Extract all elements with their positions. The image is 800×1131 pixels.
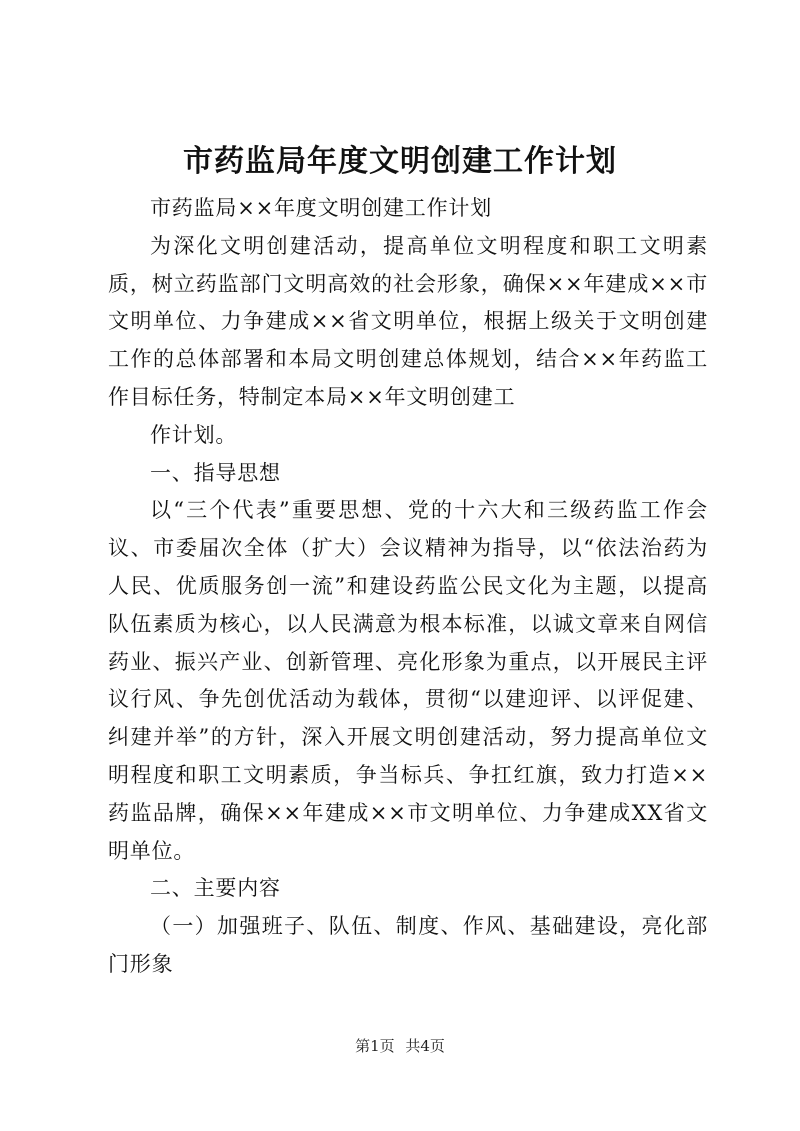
intro-continuation: 作计划。 (150, 422, 238, 447)
page-footer (0, 1036, 800, 1056)
section-heading-main-content: 二、主要内容 (150, 876, 281, 901)
document-title: 市药监局年度文明创建工作计划 (183, 144, 617, 179)
subsection-heading-one: （一）加强班子、队伍、制度、作风、基础建设，亮化部门形象 (108, 914, 708, 976)
intro-paragraph: 为深化文明创建活动，提高单位文明程度和职工文明素质，树立药监部门文明高效的社会形象，确保××年建成××市文明单位、力争建成××省文明单位，根据上级关于文明创建工作的总体部署和本局文明创建总体规划，结合××年药监工作目标任务，特制定本局××年文明创建工 (108, 233, 708, 409)
page-number: 第1页 (355, 1037, 395, 1055)
guiding-ideology-paragraph: 以“三个代表”重要思想、党的十六大和三级药监工作会议、市委届次全体（扩大）会议精神为指导，以“依法治药为人民、优质服务创一流”和建设药监公民文化为主题，以提高队伍素质为核心，以人民满意为根本标准，以诚文章来自网信药业、振兴产业、创新管理、亮化形象为重点，以开展民主评议行风、争先创优活动为载体，贯彻“以建迎评、以评促建、纠建并举”的方针，深入开展文明创建活动，努力提高单位文明程度和职工文明素质，争当标兵、争扛红旗，致力打造××药监品牌，确保××年建成××市文明单位、力争建成XX省文明单位。 (108, 498, 708, 863)
document-body (108, 190, 708, 984)
subtitle-paragraph: 市药监局××年度文明创建工作计划 (150, 196, 492, 220)
page-total: 共4页 (405, 1037, 445, 1055)
section-heading-guiding-ideology: 一、指导思想 (150, 460, 281, 485)
